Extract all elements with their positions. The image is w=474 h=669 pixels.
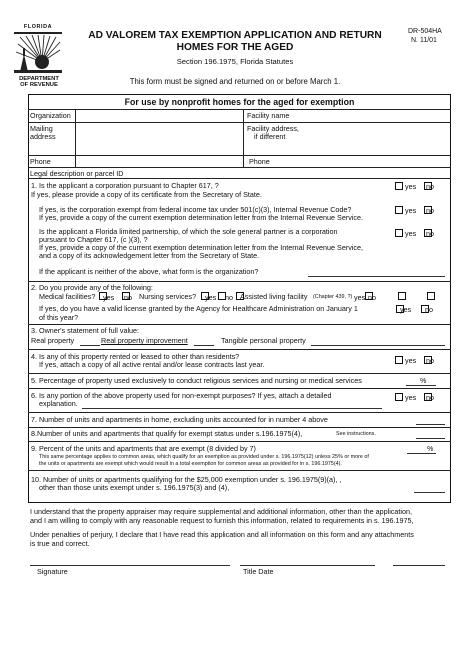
signature-label: Signature — [37, 567, 68, 576]
legal-description-label: Legal description or parcel ID — [30, 169, 124, 178]
q1-yes-label: yes — [405, 182, 417, 191]
title-date-label: Title Date — [243, 567, 274, 576]
facility-name-field[interactable] — [302, 110, 450, 122]
q1b-line2: pursuant to Chapter 617, (c )(3), ? — [39, 235, 148, 244]
q2-right-yes-checkbox[interactable] — [398, 292, 406, 300]
q1a-line1: If yes, is the corporation exempt from federal income tax under 501(c)(3), Internal Revenue Code? — [39, 205, 352, 214]
q1-line2: If yes, please provide a copy of its certificate from the Secretary of State. — [31, 190, 262, 199]
declaration-p2-line1: Under penalties of perjury, I declare that I have read this application and all information on this form and any attachments — [30, 530, 414, 539]
q2-line4: of this year? — [39, 313, 79, 322]
q2-medical-label: Medical facilities? — [39, 292, 96, 301]
phone-left-field[interactable] — [75, 156, 243, 167]
q4-yes-label: yes — [405, 356, 417, 365]
title-line[interactable] — [240, 565, 375, 566]
q1a-no-label: no — [426, 206, 434, 215]
q9-small-line2: the units or apartments are exempt which would result in a total exemption for common areas as provided for in s. 196.1975(4). — [39, 461, 342, 467]
facility-address-label-1: Facility address, — [247, 124, 299, 133]
q3-line1: 3. Owner's statement of full value: — [31, 326, 140, 335]
q2-nursing-yes-label: yes — [205, 293, 217, 302]
q6-line1: 6. Is any portion of the above property used for non-exempt purposes? If yes, attach a detailed — [31, 391, 332, 400]
q6-yes-label: yes — [405, 393, 417, 402]
form-title-line1: AD VALOREM TAX EXEMPTION APPLICATION AND RETURN — [88, 30, 382, 41]
facility-address-field[interactable] — [302, 123, 450, 155]
q4-line1: 4. Is any of this property rented or leased to other than residents? — [31, 352, 240, 361]
q4-line2: If yes, attach a copy of all active rental and/or lease contracts last year. — [39, 360, 265, 369]
q1c-answer-line[interactable] — [308, 276, 445, 277]
q9-line1: 9. Percent of the units and apartments that are exempt (8 divided by 7) — [31, 444, 256, 453]
q3-tangible-label: Tangible personal property — [221, 336, 306, 345]
q2-line3: If yes, do you have a valid license granted by the Agency for Healthcare Administration on January 1 — [39, 304, 358, 313]
q3-real-improvement-label: Real property improvement — [101, 336, 188, 345]
q2-assisted-note: (Chapter 439, ?) — [313, 294, 353, 300]
q1b-line1: Is the applicant a Florida limited partnership, of which the sole general partner is a corporation — [39, 227, 338, 236]
q1a-yes-checkbox[interactable] — [395, 206, 403, 214]
q5-percent-suffix: % — [420, 376, 427, 385]
q3-real-improvement-field[interactable] — [194, 345, 214, 346]
q2-license-yes-label: yes — [400, 305, 412, 314]
form-revision: N. 11/01 — [411, 37, 437, 44]
logo-line2: OF REVENUE — [20, 82, 58, 88]
phone-right-label: Phone — [249, 157, 270, 166]
q1b-line4: and a copy of its acknowledgement letter from the Secretary of State. — [39, 251, 260, 260]
q2-assisted-yes-label: yes — [354, 293, 366, 302]
logo-top-text: FLORIDA — [23, 24, 53, 30]
q1c-line1: If the applicant is neither of the above, what form is the organization? — [39, 267, 259, 276]
q3-real-property-field[interactable] — [80, 345, 100, 346]
q1-yes-checkbox[interactable] — [395, 182, 403, 190]
phone-right-field[interactable] — [302, 156, 450, 167]
logo-line1: DEPARTMENT — [19, 76, 59, 82]
q2-nursing-label: Nursing services? — [139, 292, 197, 301]
q6-no-label: no — [426, 393, 434, 402]
florida-sun-icon — [14, 32, 62, 74]
signature-line[interactable] — [30, 565, 230, 566]
mailing-address-label-1: Mailing — [30, 124, 53, 133]
q10-units-field[interactable] — [414, 492, 445, 493]
q2-medical-yes-label: yes — [103, 293, 115, 302]
q8-units-field[interactable] — [416, 438, 445, 439]
q2-medical-no-label: no — [124, 293, 132, 302]
q5-line1: 5. Percentage of property used exclusively to conduct religious services and nursing or medical services — [31, 376, 362, 385]
q2-right-no-checkbox[interactable] — [427, 292, 435, 300]
form-number: DR-504HA — [408, 28, 442, 35]
facility-name-label: Facility name — [247, 111, 290, 120]
q4-yes-checkbox[interactable] — [395, 356, 403, 364]
q6-explanation-line[interactable] — [82, 408, 382, 409]
florida-dor-logo — [14, 18, 66, 88]
q9-percent-suffix: % — [427, 444, 434, 453]
q2-license-no-label: no — [425, 305, 433, 314]
q10-line1: 10. Number of units or apartments qualifying for the $25,000 exemption under s. 196.1975(9)(a), , — [31, 475, 342, 484]
q9-small-line1: This same percentage applies to common areas, which qualify for an exemption as provided under s. 196.1975(12) unless 25% or more of — [39, 454, 369, 460]
mailing-address-field[interactable] — [75, 123, 243, 155]
q4-no-label: no — [426, 356, 434, 365]
q6-yes-checkbox[interactable] — [395, 393, 403, 401]
q2-assisted-label: Assisted living facility — [240, 292, 308, 301]
q7-line1: 7. Number of units and apartments in home, excluding units accounted for in number 4 above — [31, 415, 328, 424]
q1-line1: 1. Is the applicant a corporation pursuant to Chapter 617, ? — [31, 181, 219, 190]
mailing-address-label-2: address — [30, 132, 56, 141]
deadline-notice: This form must be signed and returned on or before March 1. — [129, 77, 341, 86]
q1-no-label: no — [426, 182, 434, 191]
q8-note: See instructions. — [336, 431, 376, 437]
organization-field[interactable] — [75, 110, 243, 122]
q7-units-field[interactable] — [416, 424, 445, 425]
q10-line2: other than those units exempt under s. 196.1975(3) and (4), — [39, 483, 230, 492]
q1b-line3: If yes, provide a copy of the current exemption determination letter from the Internal Revenue Service, — [39, 243, 364, 252]
q1b-yes-checkbox[interactable] — [395, 229, 403, 237]
q8-line1: 8.Number of units and apartments that qualify for exempt status under s.196.1975(4), — [31, 429, 303, 438]
phone-left-label: Phone — [30, 157, 51, 166]
form-title-line2: HOMES FOR THE AGED — [176, 42, 294, 53]
declaration-p2-line2: is true and correct. — [30, 539, 90, 548]
q6-line2: explanation. — [39, 399, 78, 408]
legal-description-field[interactable] — [140, 168, 450, 178]
q2-assisted-no-label: no — [368, 293, 376, 302]
q2-nursing-no-label: no — [225, 293, 233, 302]
declaration-p1-line2: and I am willing to comply with any reasonable request to furnish this information, related to requirements in s. 196.1975, — [30, 516, 414, 525]
section-header: For use by nonprofit homes for the aged for exemption — [124, 97, 355, 107]
organization-label: Organization — [30, 111, 71, 120]
q1a-line2: If yes, provide a copy of the current exemption determination letter from the Internal Revenue Service. — [39, 213, 364, 222]
q2-line1: 2. Do you provide any of the following: — [31, 283, 153, 292]
form-subtitle: Section 196.1975, Florida Statutes — [176, 57, 294, 66]
q1b-no-label: no — [426, 229, 434, 238]
q1a-yes-label: yes — [405, 206, 417, 215]
q1b-yes-label: yes — [405, 229, 417, 238]
q3-real-property-label: Real property — [31, 336, 75, 345]
date-line[interactable] — [393, 565, 445, 566]
declaration-p1-line1: I understand that the property appraiser may require supplemental and additional information, other than the application, — [30, 507, 412, 516]
facility-address-label-2: if different — [254, 132, 286, 141]
q3-tangible-field[interactable] — [311, 345, 445, 346]
